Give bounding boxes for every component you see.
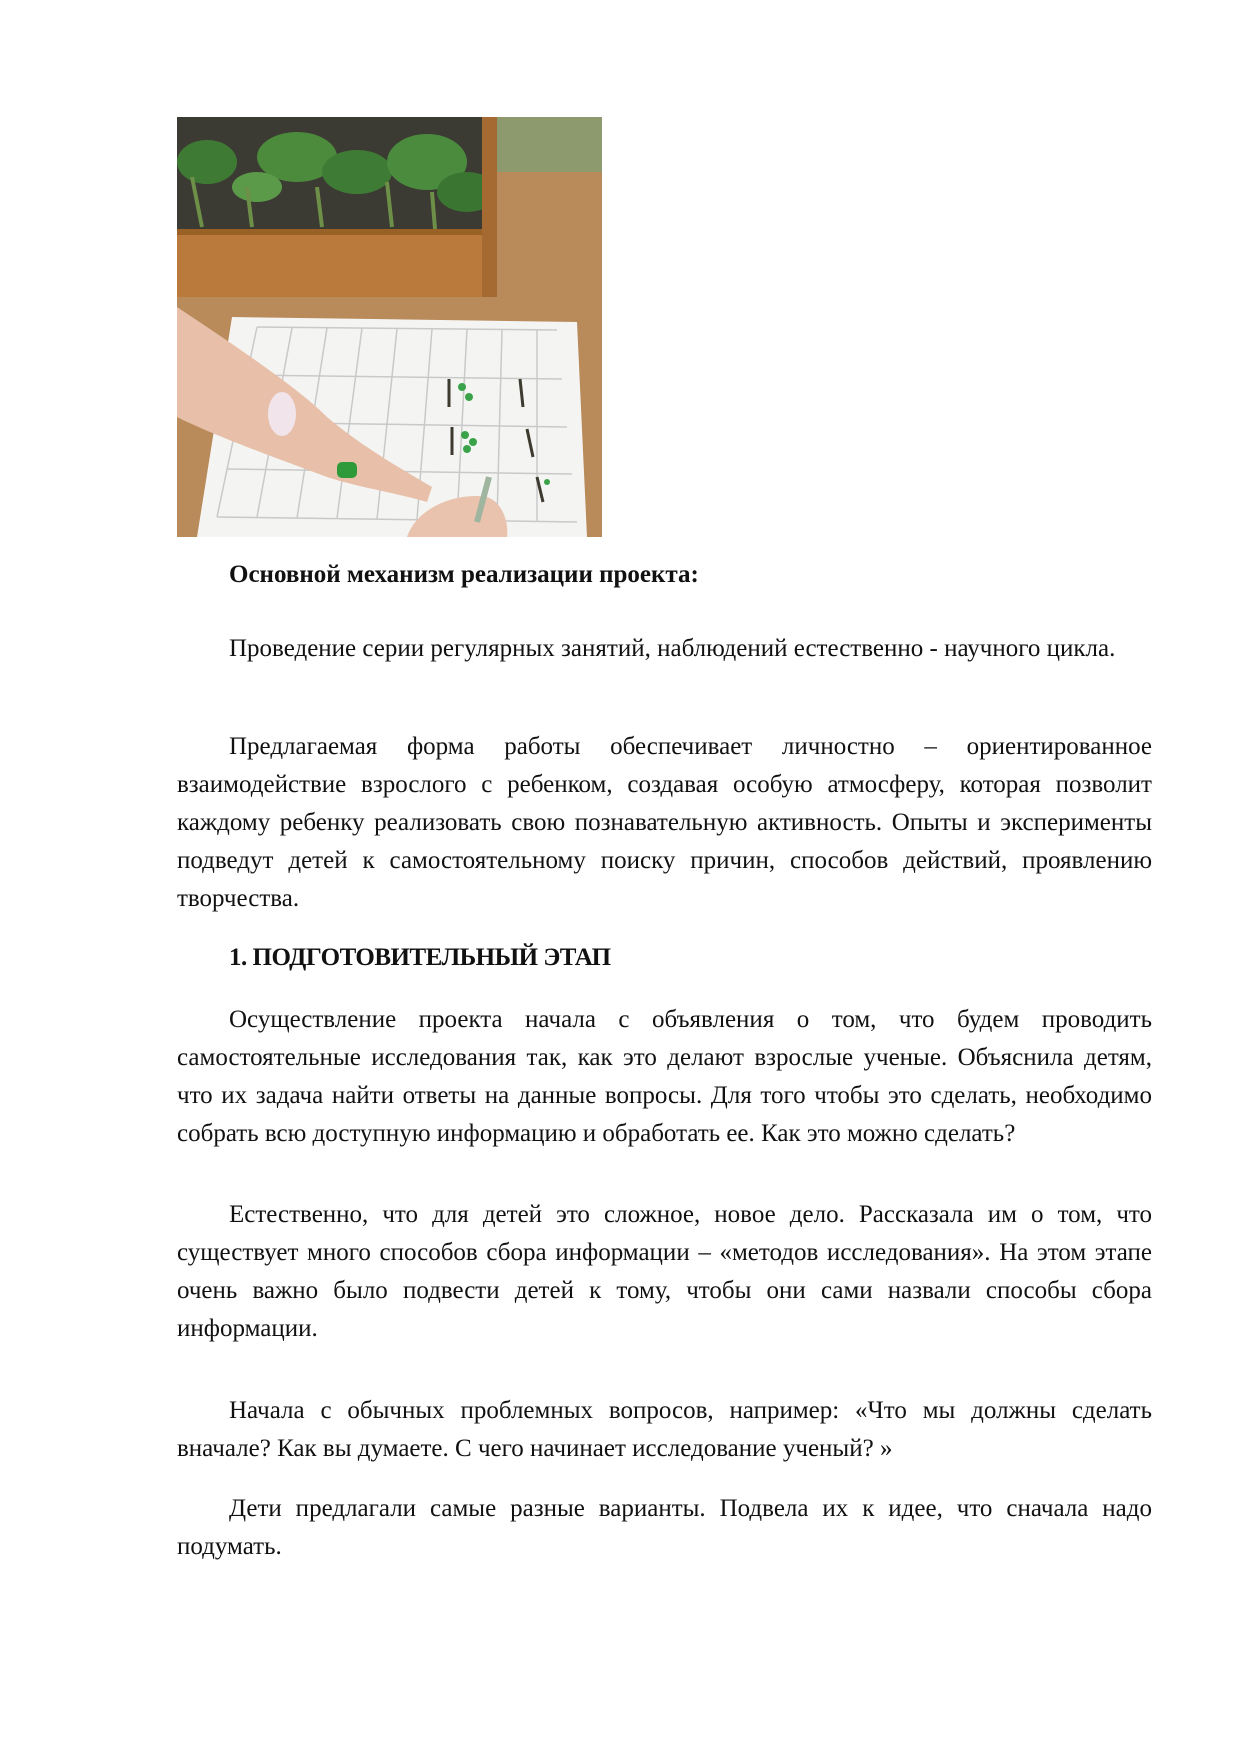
photo-children-plant-observation (177, 117, 602, 537)
paragraph-block-1 (177, 630, 1152, 668)
photo-illustration (177, 117, 602, 537)
paragraph-block-6 (177, 1490, 1152, 1566)
paragraph: Начала с обычных проблемных вопросов, например: «Что мы должны сделать вначале? Как вы думаете. С чего начинает исследование ученый? » (177, 1397, 1152, 1462)
section-title: 1. ПОДГОТОВИТЕЛЬНЫЙ ЭТАП (229, 944, 611, 971)
paragraph: Проведение серии регулярных занятий, наблюдений естественно - научного цикла. (229, 635, 1116, 662)
paragraph-block-3 (177, 1001, 1152, 1153)
section-heading-block (177, 939, 1152, 977)
paragraph-block-2 (177, 728, 1152, 918)
paragraph-block-5 (177, 1392, 1152, 1468)
paragraph: Естественно, что для детей это сложное, новое дело. Рассказала им о том, что существует много способов сбора информации – «методов исследования». На этом этапе очень важно было подвести детей к тому, чтобы они сами назвали способы сбора информации. (177, 1201, 1152, 1342)
paragraph: Предлагаемая форма работы обеспечивает личностно – ориентированное взаимодействие взрослого с ребенком, создавая особую атмосферу, которая позволит каждому ребенку реализовать свою познавательную активность. Опыты и эксперименты подведут детей к самостоятельному поиску причин, способов действий, проявлению творчества. (177, 733, 1152, 912)
paragraph-block-4 (177, 1196, 1152, 1348)
paragraph: Осуществление проекта начала с объявления о том, что будем проводить самостоятельные исследования так, как это делают взрослые ученые. Объяснила детям, что их задача найти ответы на данные вопросы. Для того чтобы это сделать, необходимо собрать всю доступную информацию и обработать ее. Как это можно сделать? (177, 1006, 1152, 1147)
document-body (177, 556, 1152, 594)
subheading-mechanism: Основной механизм реализации проекта: (229, 561, 699, 588)
paragraph: Дети предлагали самые разные варианты. Подвела их к идее, что сначала надо подумать. (177, 1495, 1152, 1560)
